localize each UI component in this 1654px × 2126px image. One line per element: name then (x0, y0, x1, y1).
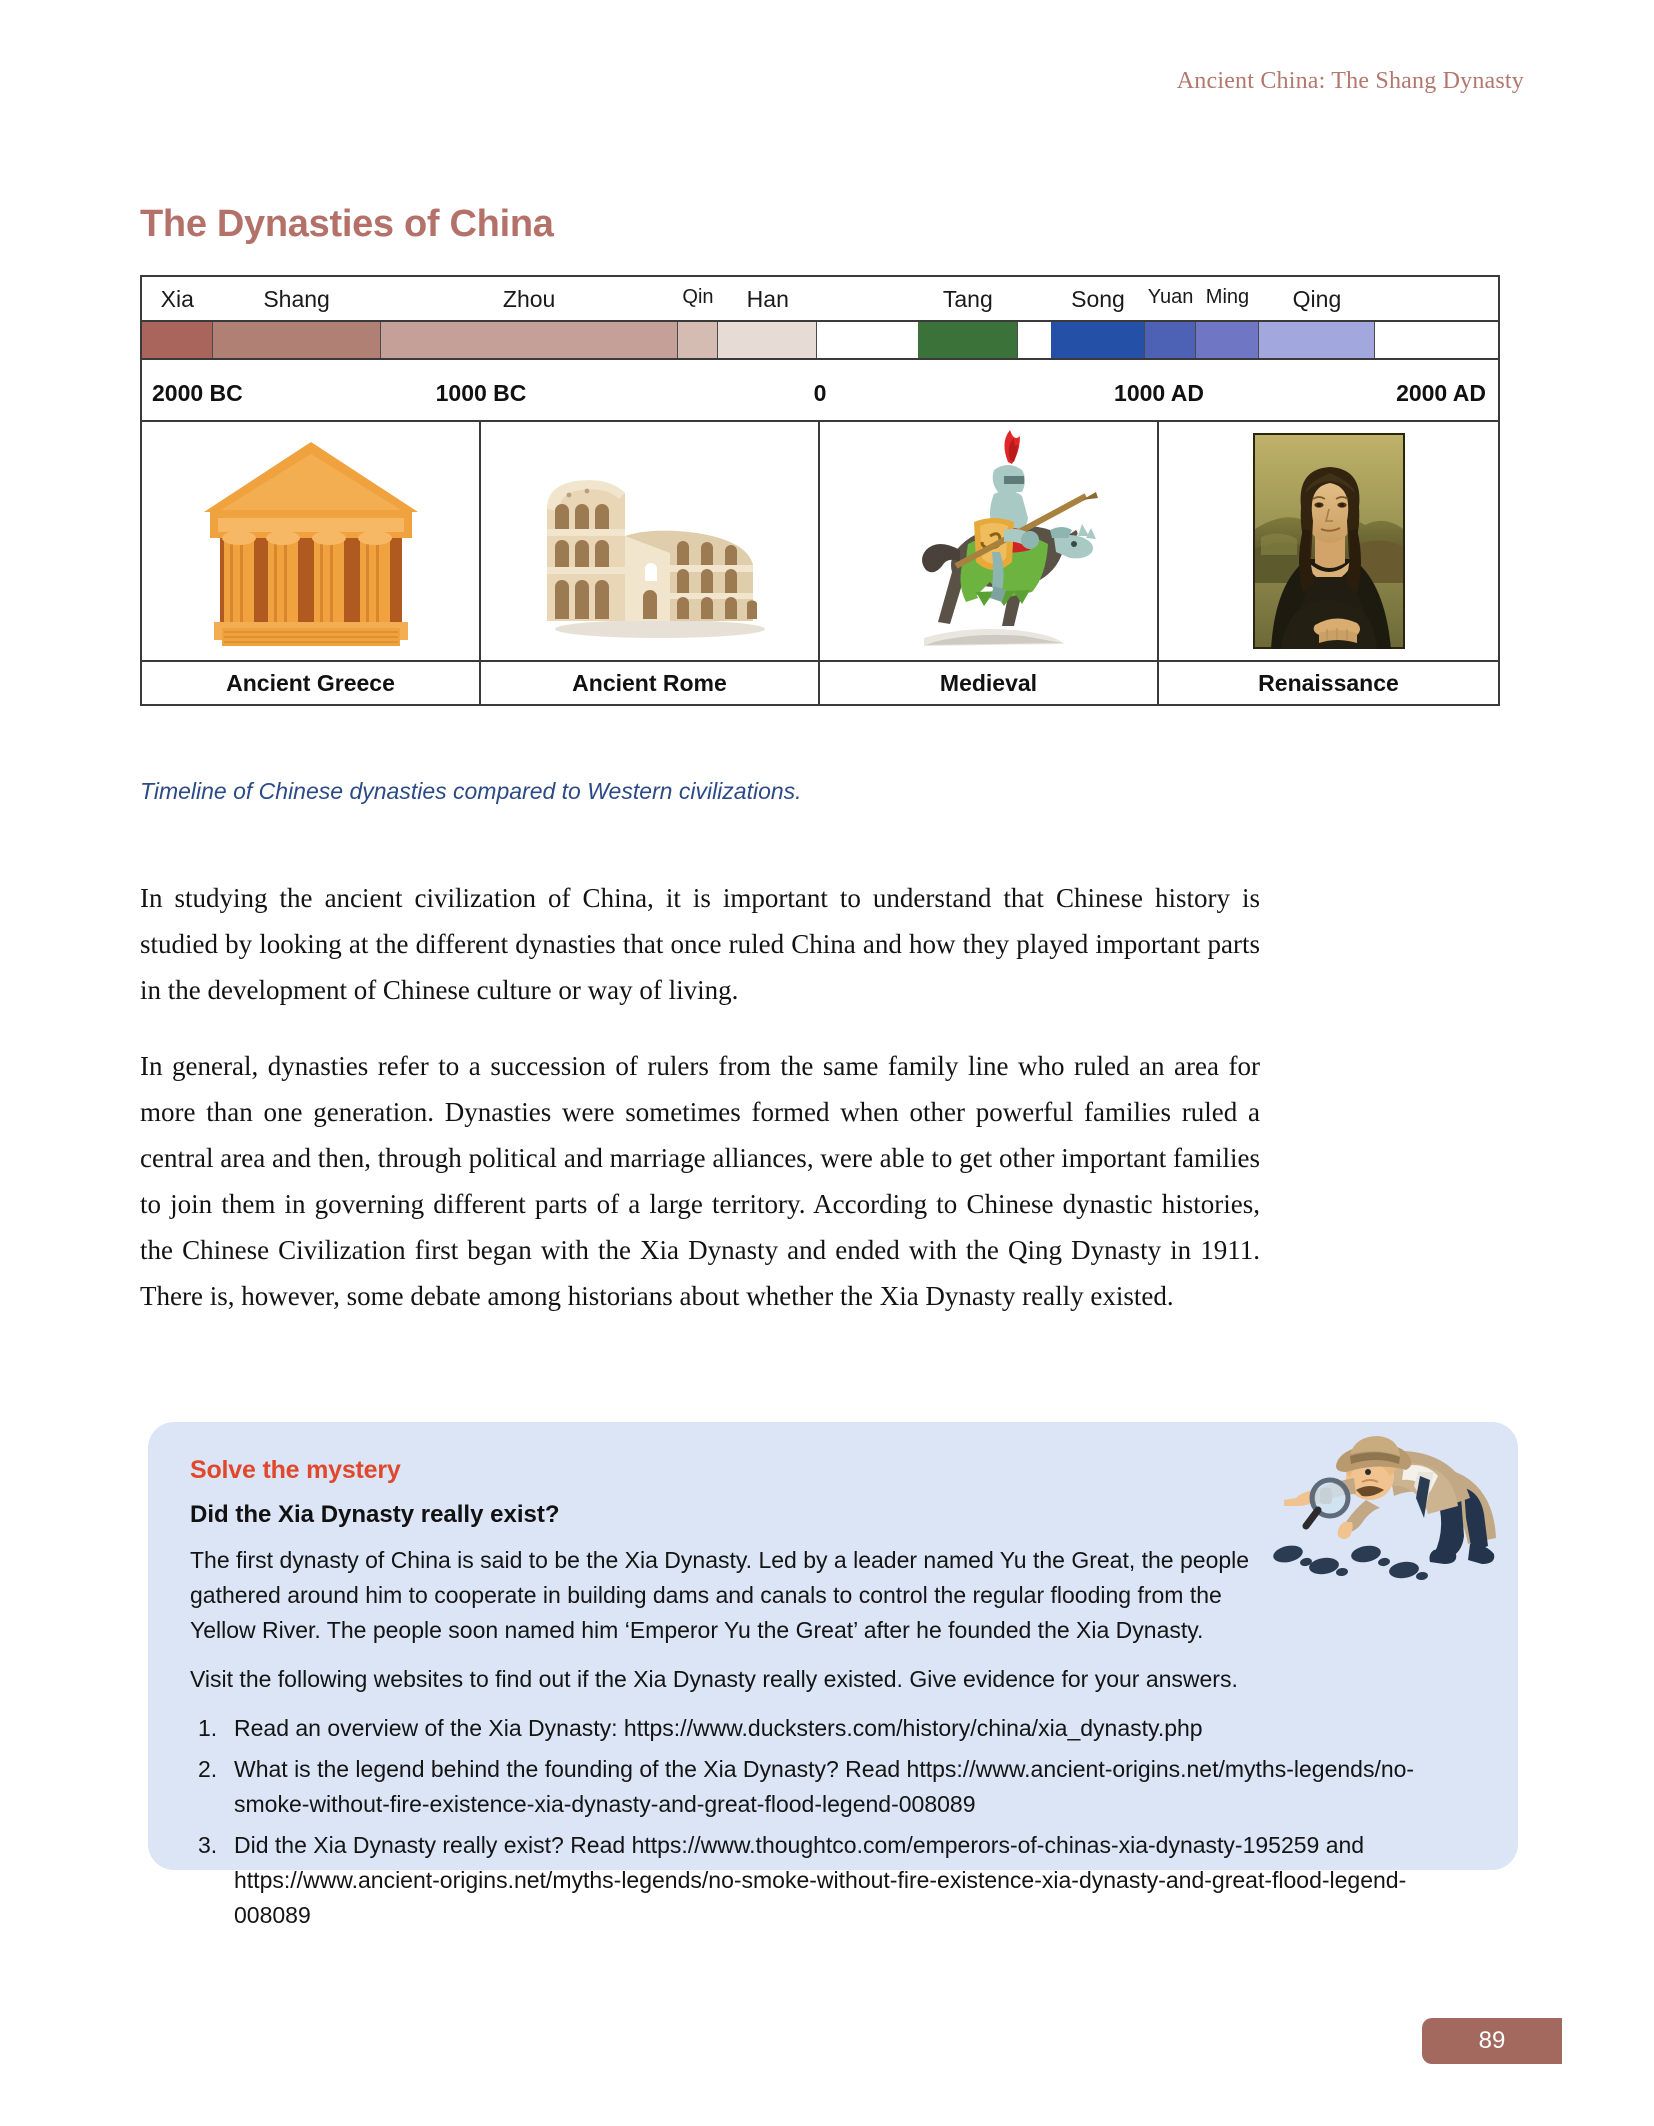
list-item[interactable]: What is the legend behind the founding of the Xia Dynasty? Read https://www.ancient-origins.net/myths-legends/no-smoke-without-fire-existence-xia-dynasty-and-great-flood-legend-008089 (234, 1756, 1415, 1817)
timeline-label-qin: Qin (682, 286, 714, 308)
civilization-cell-rome (481, 422, 820, 704)
timeline-segment-tang (918, 322, 1018, 358)
list-item[interactable]: Did the Xia Dynasty really exist? Read https://www.thoughtco.com/emperors-of-chinas-xia-dynasty-195259 and https://www.ancient-origins.net/myths-legends/no-smoke-without-fire-existence-xia-dynasty-and-great-flood-legend-008089 (234, 1832, 1407, 1928)
timeline-color-bar (142, 322, 1498, 360)
page-number: 89 (1422, 2018, 1562, 2064)
timeline-label-shang: Shang (263, 286, 330, 312)
timeline-segment-qing (1259, 322, 1374, 358)
timeline-label-yuan: Yuan (1147, 286, 1194, 308)
timeline-label-han: Han (746, 286, 789, 312)
knight-on-horse-illustration (820, 422, 1157, 660)
running-head: Ancient China: The Shang Dynasty (1176, 68, 1524, 94)
civilization-cell-renaissance (1159, 422, 1498, 704)
timeline-segment-yuan (1145, 322, 1195, 358)
timeline-label-ming: Ming (1205, 286, 1250, 308)
civilization-cell-medieval (820, 422, 1159, 704)
timeline-axis-label-2: 0 (813, 380, 827, 406)
colosseum-illustration (481, 422, 818, 660)
mystery-website-list (190, 1711, 1476, 1933)
civilization-label-medieval: Medieval (820, 660, 1157, 704)
solve-the-mystery-box (148, 1422, 1518, 1928)
timeline-date-axis (142, 360, 1498, 422)
mona-lisa-painting (1159, 422, 1498, 660)
list-item[interactable]: Read an overview of the Xia Dynasty: https://www.ducksters.com/history/china/xia_dynasty.php (234, 1715, 1203, 1741)
timeline-segment-song (1051, 322, 1146, 358)
mystery-question: Did the Xia Dynasty really exist? (190, 1501, 560, 1528)
timeline-label-xia: Xia (160, 286, 194, 312)
timeline-segment-xia (142, 322, 213, 358)
timeline-axis-label-0: 2000 BC (152, 380, 243, 406)
timeline-label-zhou: Zhou (502, 286, 556, 312)
timeline-segment-zhou (381, 322, 678, 358)
timeline-figure (140, 275, 1500, 706)
timeline-civilization-cells (142, 422, 1498, 704)
timeline-label-song: Song (1071, 286, 1125, 312)
mystery-intro: The first dynasty of China is said to be the Xia Dynasty. Led by a leader named Yu the Great, the people gathered around him to cooperate in building dams and canals to control the regular flooding from the Yellow River. The people soon named him ‘Emperor Yu the Great’ after he founded the Xia Dynasty. (190, 1547, 1250, 1643)
timeline-segment-qin (678, 322, 719, 358)
timeline-dynasty-labels (142, 277, 1498, 322)
timeline-label-tang: Tang (942, 286, 993, 312)
civilization-label-renaissance: Renaissance (1159, 660, 1498, 704)
timeline-axis-label-3: 1000 AD (1114, 380, 1204, 406)
body-copy (140, 875, 1260, 1349)
timeline-segment-han (718, 322, 817, 358)
civilization-label-rome: Ancient Rome (481, 660, 818, 704)
civilization-cell-greece (142, 422, 481, 704)
mystery-kicker: Solve the mystery (190, 1456, 401, 1484)
timeline-label-qing: Qing (1292, 286, 1342, 312)
body-paragraph-2: In general, dynasties refer to a succession of rulers from the same family line who ruled an area for more than one generation. Dynasties were sometimes formed when other powerful families ruled a central area and then, through political and marriage alliances, were able to get other important families to join them in governing different parts of a large territory. According to Chinese dynastic histories, the Chinese Civilization first began with the Xia Dynasty and ended with the Qing Dynasty in 1911. There is, however, some debate among historians about whether the Xia Dynasty really existed. (140, 1051, 1260, 1311)
mystery-instruction: Visit the following websites to find out if the Xia Dynasty really existed. Give evidence for your answers. (190, 1666, 1238, 1692)
detective-icon (1258, 1414, 1508, 1614)
greek-temple-illustration (142, 422, 479, 660)
timeline-axis-label-4: 2000 AD (1396, 380, 1486, 406)
figure-caption: Timeline of Chinese dynasties compared to Western civilizations. (140, 778, 802, 804)
page-title: The Dynasties of China (140, 203, 554, 246)
body-paragraph-1: In studying the ancient civilization of China, it is important to understand that Chinese history is studied by looking at the different dynasties that once ruled China and how they played important parts in the development of Chinese culture or way of living. (140, 883, 1260, 1005)
timeline-segment-ming (1196, 322, 1260, 358)
timeline-axis-label-1: 1000 BC (435, 380, 527, 406)
timeline-segment-shang (213, 322, 381, 358)
civilization-label-greece: Ancient Greece (142, 660, 479, 704)
